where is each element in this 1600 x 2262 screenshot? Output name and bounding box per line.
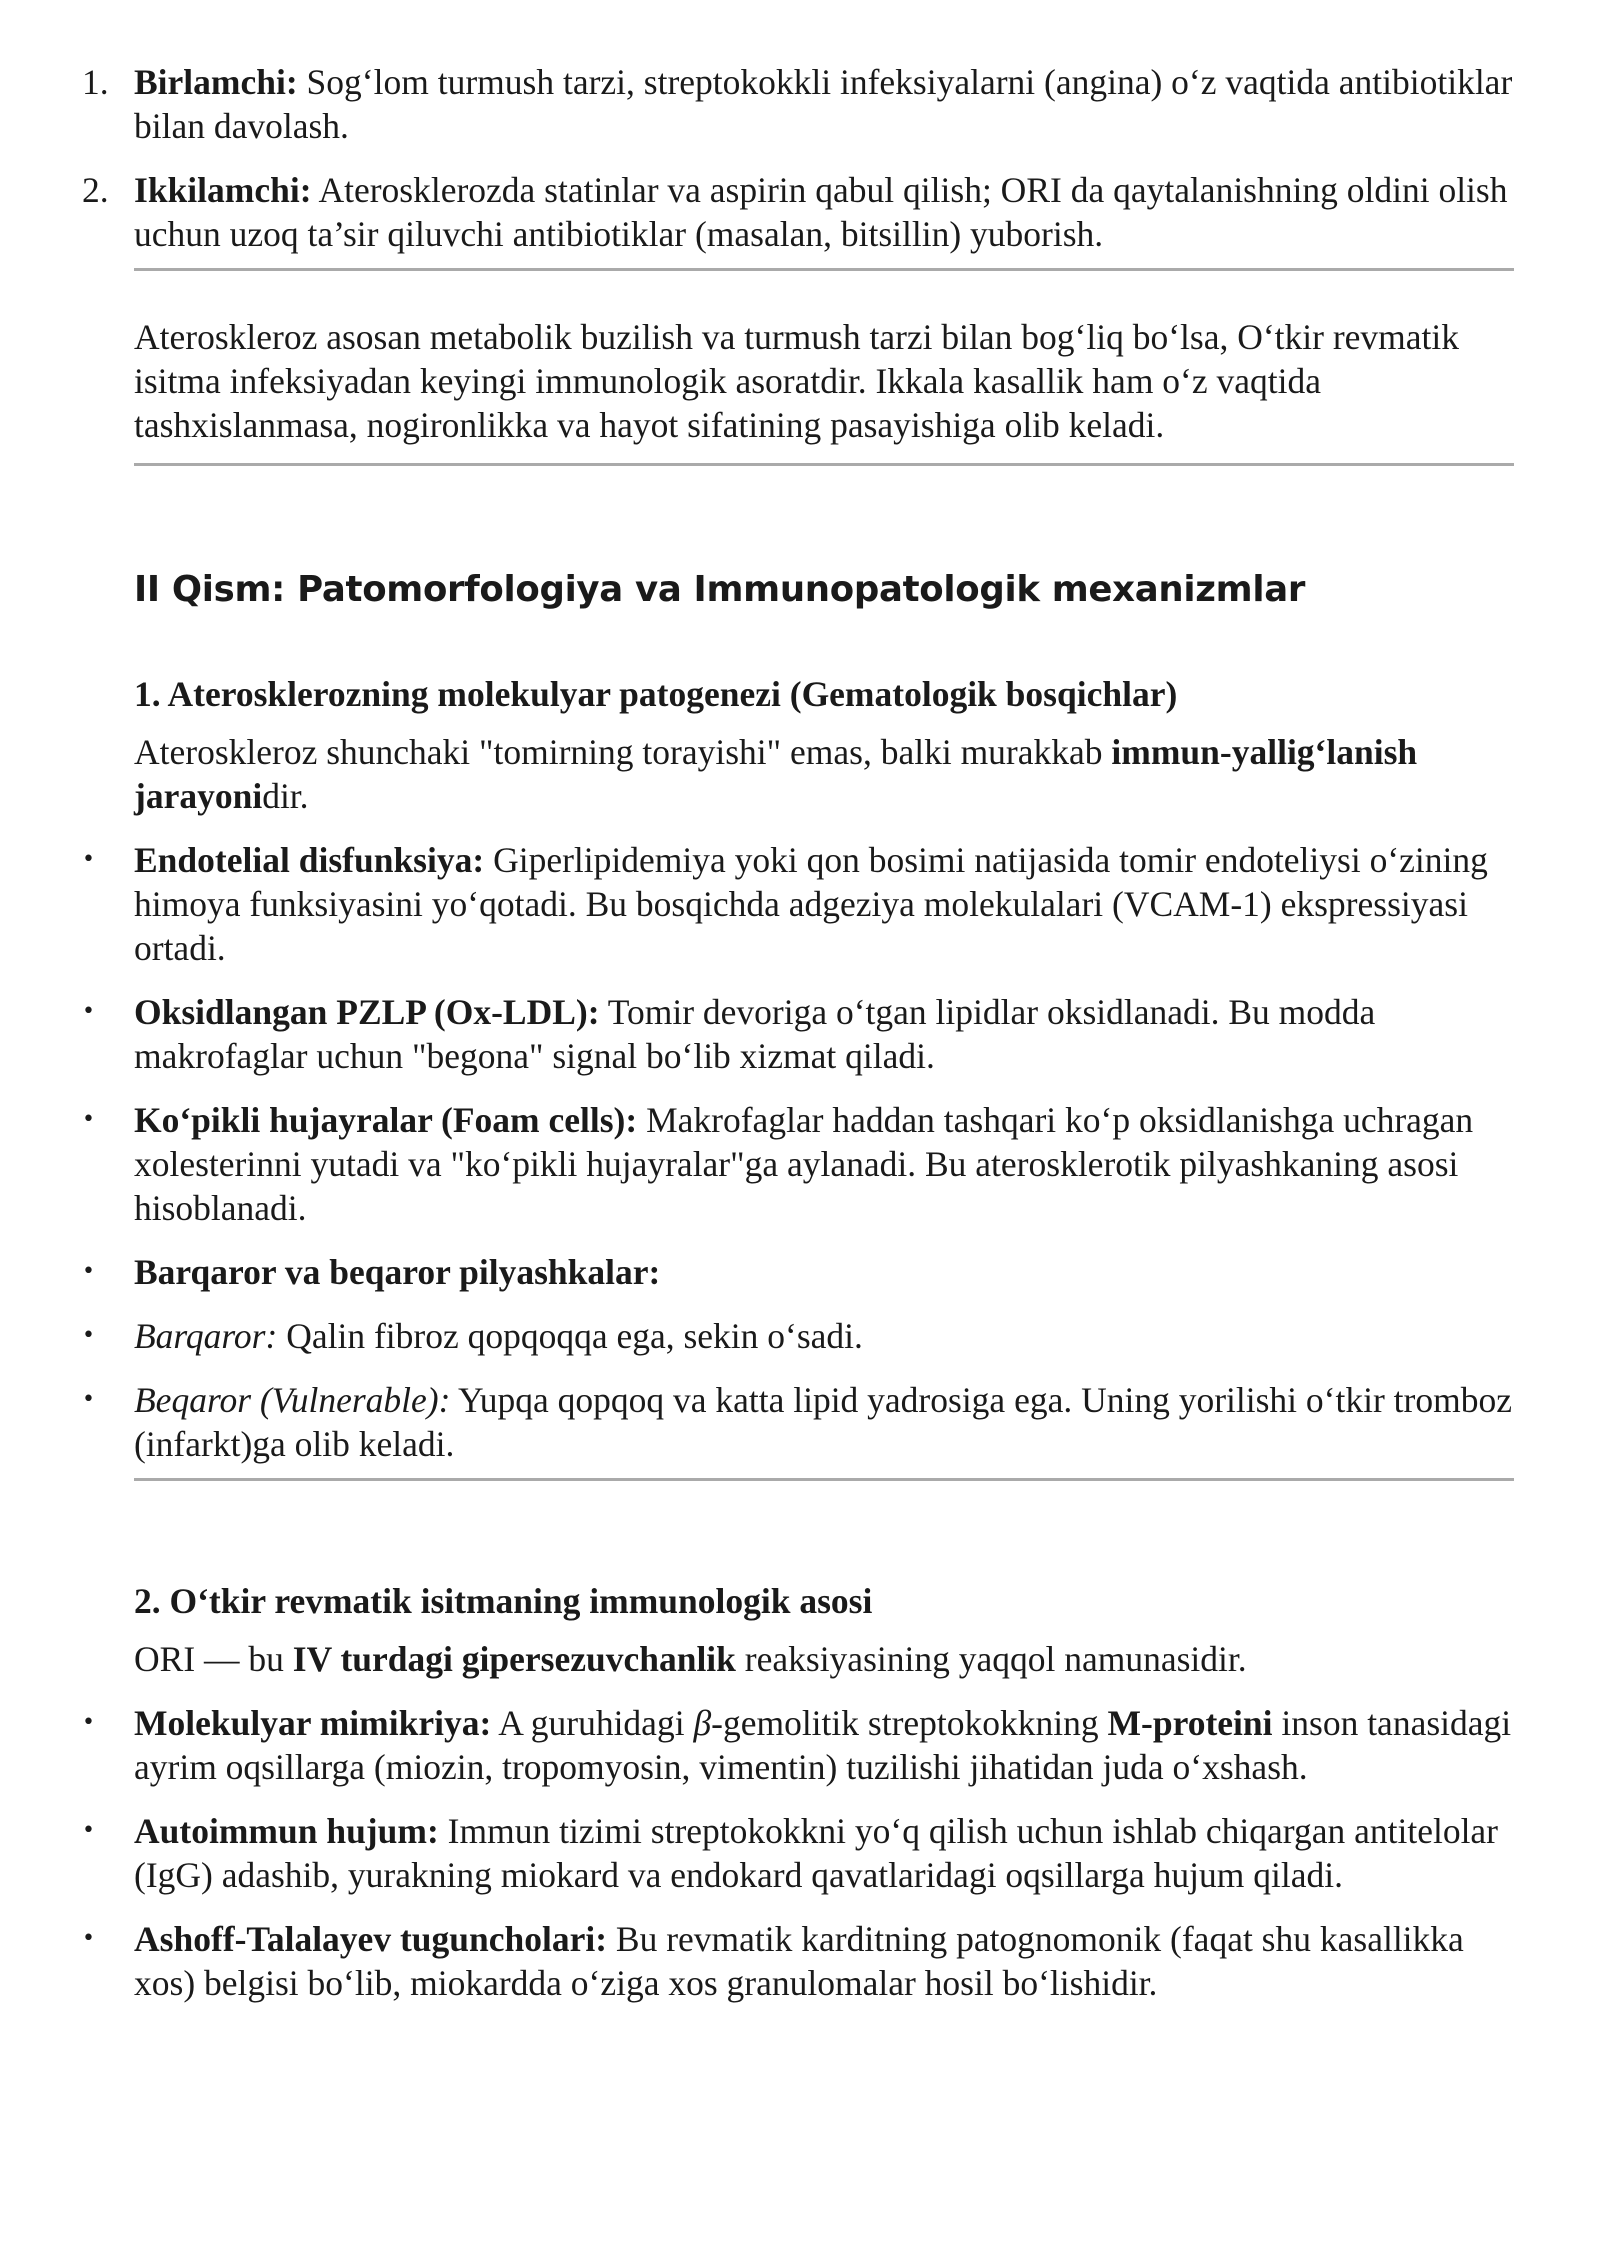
list-number: 2. — [82, 170, 109, 210]
bullet-icon: • — [82, 1710, 95, 1735]
bullet-list — [82, 1701, 1514, 2005]
bullet-icon: • — [82, 1926, 95, 1951]
intro-bold: IV turdagi gipersezuvchanlik — [292, 1639, 736, 1679]
list-text: A guruhidagi — [491, 1703, 694, 1743]
bullet-icon: • — [82, 1387, 95, 1412]
list-text: Qalin fibroz qopqoqqa ega, sekin o‘sadi. — [277, 1316, 863, 1356]
list-item — [82, 1098, 1514, 1230]
list-text: Giperlipidemiya yoki qon bosimi natijasida tomir endoteliysi o‘zining himoya funksiyasini yo‘qotadi. Bu bosqichda adgeziya molekulalari (VCAM-1) ekspressiyasi ortadi. — [134, 840, 1488, 968]
list-item — [82, 838, 1514, 970]
list-term-italic: Barqaror: — [134, 1316, 278, 1356]
list-item — [82, 1701, 1514, 1789]
intro-text-end: dir. — [262, 776, 309, 816]
list-item — [82, 1314, 1514, 1358]
list-term-italic: Beqaror (Vulnerable): — [134, 1380, 451, 1420]
list-text: Aterosklerozda statinlar va aspirin qabul qilish; ORI da qaytalanishning oldini olish uchun uzoq ta’sir qiluvchi antibiotiklar (masalan, bitsillin) yuborish. — [134, 170, 1508, 254]
list-text: Bu revmatik karditning patognomonik (faqat shu kasallikka xos) belgisi bo‘lib, miokardda o‘ziga xos granulomalar hosil bo‘lishidir. — [134, 1919, 1464, 2003]
list-text: Immun tizimi streptokokkni yo‘q qilish uchun ishlab chiqargan antitelolar (IgG) adashib, yurakning miokard va endokard qavatlaridagi oqsillarga hujum qiladi. — [134, 1811, 1499, 1895]
summary-paragraph: Ateroskleroz asosan metabolik buzilish va turmush tarzi bilan bog‘liq bo‘lsa, O‘tkir revmatik isitma infeksiyadan keyingi immunologik asoratdir. Ikkala kasallik ham o‘z vaqtida tashxislanmasa, nogironlikka va hayot sifatining pasayishiga olib keladi. — [134, 317, 1460, 445]
bullet-icon: • — [82, 1818, 95, 1843]
list-term: Ashoff-Talalayev tuguncholari: — [134, 1919, 608, 1959]
divider — [134, 268, 1514, 271]
list-item — [82, 60, 1514, 148]
intro-text-end: reaksiyasining yaqqol namunasidir. — [735, 1639, 1247, 1679]
part-title: II Qism: Patomorfologiya va Immunopatologik mexanizmlar — [134, 569, 1306, 610]
list-number: 1. — [82, 62, 109, 102]
list-item — [82, 1378, 1514, 1466]
list-item — [82, 1917, 1514, 2005]
list-text: Sog‘lom turmush tarzi, streptokokkli infeksiyalarni (angina) o‘z vaqtida antibiotiklar bilan davolash. — [134, 62, 1513, 146]
intro-bold: immun-yallig‘lanish jarayoni — [134, 732, 1418, 816]
list-bold: M-proteini — [1107, 1703, 1273, 1743]
list-text: Tomir devoriga o‘tgan lipidlar oksidlanadi. Bu modda makrofaglar uchun "begona" signal bo‘lib xizmat qiladi. — [134, 992, 1376, 1076]
section-intro — [134, 1637, 1514, 1681]
list-term: Birlamchi: — [134, 62, 298, 102]
list-text: inson tanasidagi ayrim oqsillarga (miozin, tropomyosin, vimentin) tuzilishi jihatidan juda o‘xshash. — [134, 1703, 1512, 1787]
list-text: -gemolitik streptokokkning — [711, 1703, 1108, 1743]
list-term: Oksidlangan PZLP (Ox-LDL): — [134, 992, 600, 1032]
intro-text: ORI — bu — [134, 1639, 293, 1679]
divider — [134, 1478, 1514, 1481]
intro-text: Ateroskleroz shunchaki "tomirning torayishi" emas, balki murakkab — [134, 732, 1112, 772]
bullet-list — [82, 838, 1514, 1466]
bullet-icon: • — [82, 999, 95, 1024]
list-term: Autoimmun hujum: — [134, 1811, 439, 1851]
section-title: 1. Aterosklerozning molekulyar patogenezi (Gematologik bosqichlar) — [134, 674, 1178, 714]
divider — [134, 463, 1514, 466]
bullet-icon: • — [82, 1323, 95, 1348]
list-item — [82, 1250, 1514, 1294]
list-term: Molekulyar mimikriya: — [134, 1703, 492, 1743]
prevention-list — [82, 60, 1514, 256]
list-term: Ikkilamchi: — [134, 170, 312, 210]
list-item — [82, 168, 1514, 256]
section-intro — [134, 730, 1514, 818]
beta-symbol: β — [693, 1703, 712, 1743]
list-term: Ko‘pikli hujayralar (Foam cells): — [134, 1100, 638, 1140]
section-title: 2. O‘tkir revmatik isitmaning immunologik asosi — [134, 1581, 873, 1621]
list-item — [82, 1809, 1514, 1897]
bullet-icon: • — [82, 847, 95, 872]
bullet-icon: • — [82, 1259, 95, 1284]
list-text: Yupqa qopqoq va katta lipid yadrosiga ega. Uning yorilishi o‘tkir tromboz (infarkt)ga olib keladi. — [134, 1380, 1512, 1464]
bullet-icon: • — [82, 1107, 95, 1132]
list-term: Barqaror va beqaror pilyashkalar: — [134, 1252, 661, 1292]
list-term: Endotelial disfunksiya: — [134, 840, 485, 880]
list-item — [82, 990, 1514, 1078]
list-text: Makrofaglar haddan tashqari ko‘p oksidlanishga uchragan xolesterinni yutadi va "ko‘pikli hujayralar"ga aylanadi. Bu aterosklerotik pilyashkaning asosi hisoblanadi. — [134, 1100, 1474, 1228]
